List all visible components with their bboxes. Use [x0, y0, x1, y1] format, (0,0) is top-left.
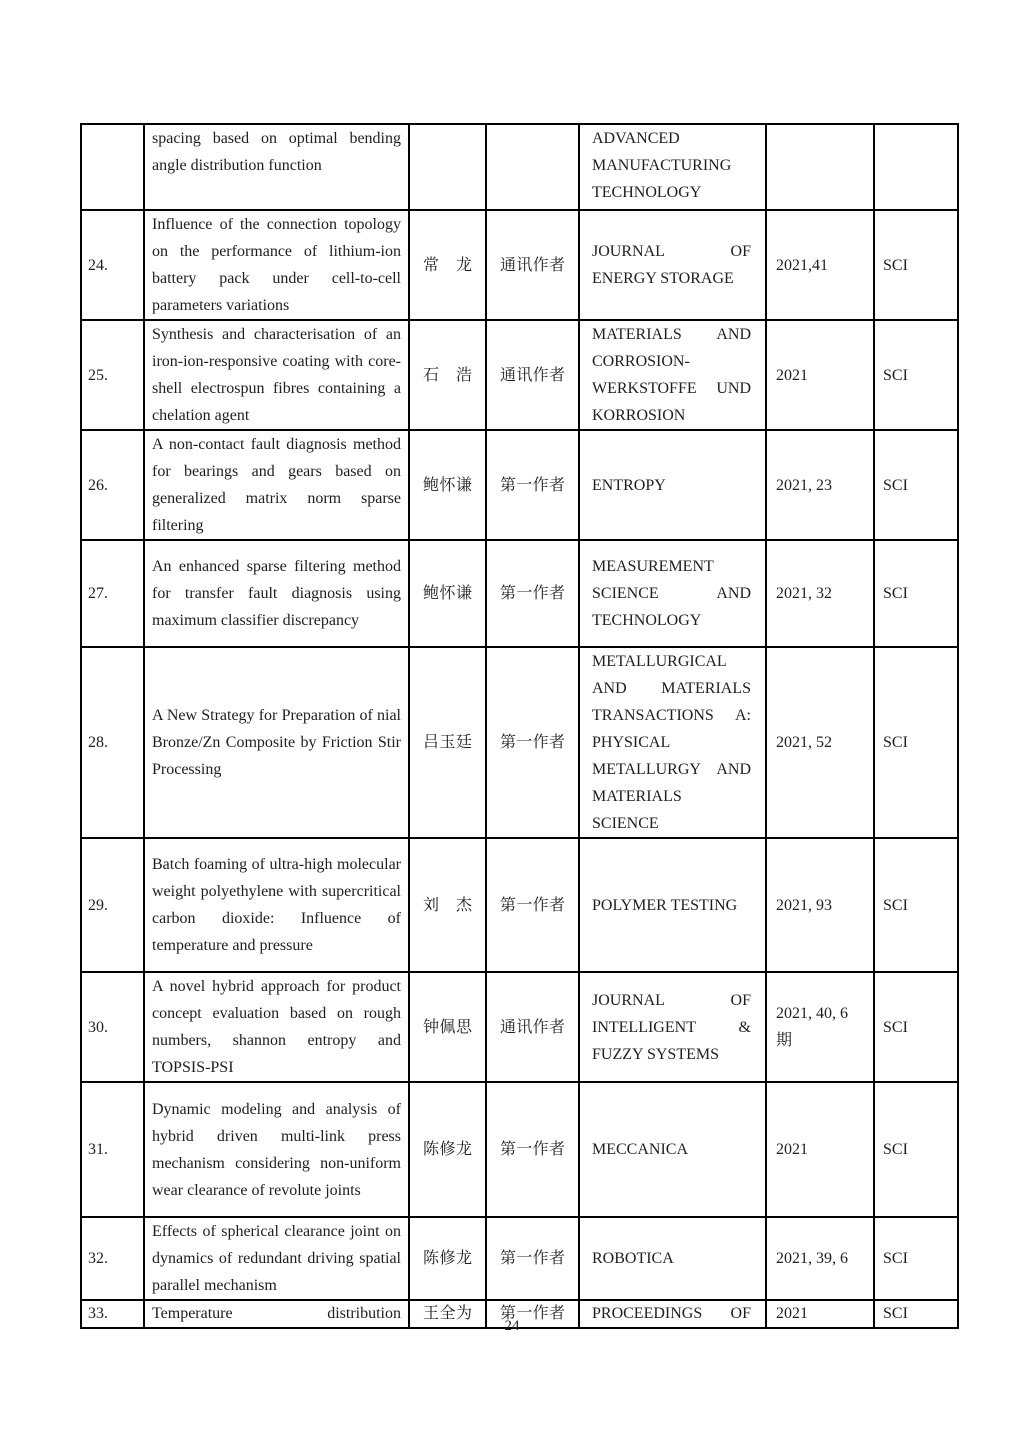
index-type: SCI	[874, 540, 958, 647]
journal-name: ADVANCED MANUFACTURING TECHNOLOGY	[579, 124, 766, 210]
paper-title: spacing based on optimal bending angle distribution function	[144, 124, 409, 210]
year-volume: 2021, 40, 6 期	[766, 972, 874, 1082]
journal-name: MATERIALS AND CORROSION-WERKSTOFFE UND KORROSION	[579, 320, 766, 430]
author-role: 第一作者	[486, 838, 579, 972]
paper-title: Temperature distribution	[144, 1300, 409, 1328]
table-row	[81, 430, 958, 540]
page-number: 24	[504, 1318, 520, 1334]
author-name: 鲍怀谦	[409, 430, 486, 540]
index-type	[874, 124, 958, 210]
table-row	[81, 1217, 958, 1300]
year-volume: 2021	[766, 320, 874, 430]
journal-name: MECCANICA	[579, 1082, 766, 1217]
index-type: SCI	[874, 320, 958, 430]
author-role: 第一作者	[486, 1300, 579, 1328]
author-role: 通讯作者	[486, 210, 579, 320]
journal-name: JOURNAL OF ENERGY STORAGE	[579, 210, 766, 320]
table-row	[81, 540, 958, 647]
index-type: SCI	[874, 972, 958, 1082]
year-volume: 2021, 39, 6	[766, 1217, 874, 1300]
paper-title: A New Strategy for Preparation of nial Bronze/Zn Composite by Friction Stir Processing	[144, 647, 409, 838]
row-number: 28.	[81, 647, 144, 838]
index-type: SCI	[874, 210, 958, 320]
journal-name: ENTROPY	[579, 430, 766, 540]
author-role: 通讯作者	[486, 972, 579, 1082]
row-number: 33.	[81, 1300, 144, 1328]
index-type: SCI	[874, 1300, 958, 1328]
year-volume: 2021	[766, 1082, 874, 1217]
author-name: 钟佩思	[409, 972, 486, 1082]
table-row	[81, 972, 958, 1082]
paper-title: An enhanced sparse filtering method for transfer fault diagnosis using maximum classifier discrepancy	[144, 540, 409, 647]
index-type: SCI	[874, 647, 958, 838]
author-name: 吕玉廷	[409, 647, 486, 838]
row-number: 30.	[81, 972, 144, 1082]
paper-title: Influence of the connection topology on the performance of lithium-ion battery pack under cell-to-cell parameters variations	[144, 210, 409, 320]
year-volume: 2021, 23	[766, 430, 874, 540]
paper-title: A non-contact fault diagnosis method for bearings and gears based on generalized matrix norm sparse filtering	[144, 430, 409, 540]
journal-name: JOURNAL OF INTELLIGENT & FUZZY SYSTEMS	[579, 972, 766, 1082]
year-volume: 2021	[766, 1300, 874, 1328]
table-row	[81, 647, 958, 838]
journal-name: METALLURGICAL AND MATERIALS TRANSACTIONS A: PHYSICAL METALLURGY AND MATERIALS SCIENCE	[579, 647, 766, 838]
author-role: 通讯作者	[486, 320, 579, 430]
table-row	[81, 210, 958, 320]
row-number: 32.	[81, 1217, 144, 1300]
journal-name: ROBOTICA	[579, 1217, 766, 1300]
author-name: 陈修龙	[409, 1082, 486, 1217]
journal-name: MEASUREMENT SCIENCE AND TECHNOLOGY	[579, 540, 766, 647]
table-row	[81, 124, 958, 210]
row-number: 26.	[81, 430, 144, 540]
author-name	[409, 124, 486, 210]
table-row	[81, 838, 958, 972]
table-row	[81, 320, 958, 430]
year-volume	[766, 124, 874, 210]
paper-title: Dynamic modeling and analysis of hybrid driven multi-link press mechanism considering non-uniform wear clearance of revolute joints	[144, 1082, 409, 1217]
row-number: 31.	[81, 1082, 144, 1217]
journal-name: PROCEEDINGS OF	[579, 1300, 766, 1328]
index-type: SCI	[874, 1217, 958, 1300]
author-role: 第一作者	[486, 1217, 579, 1300]
paper-title: Synthesis and characterisation of an iron-ion-responsive coating with core-shell electrospun fibres containing a chelation agent	[144, 320, 409, 430]
author-role: 第一作者	[486, 647, 579, 838]
year-volume: 2021, 93	[766, 838, 874, 972]
author-name: 鲍怀谦	[409, 540, 486, 647]
paper-title: A novel hybrid approach for product concept evaluation based on rough numbers, shannon entropy and TOPSIS-PSI	[144, 972, 409, 1082]
paper-title: Effects of spherical clearance joint on dynamics of redundant driving spatial parallel mechanism	[144, 1217, 409, 1300]
author-name: 陈修龙	[409, 1217, 486, 1300]
index-type: SCI	[874, 838, 958, 972]
row-number: 24.	[81, 210, 144, 320]
author-name: 王全为	[409, 1300, 486, 1328]
row-number	[81, 124, 144, 210]
author-role: 第一作者	[486, 430, 579, 540]
paper-title: Batch foaming of ultra-high molecular weight polyethylene with supercritical carbon dioxide: Influence of temperature and pressure	[144, 838, 409, 972]
row-number: 27.	[81, 540, 144, 647]
row-number: 25.	[81, 320, 144, 430]
year-volume: 2021, 32	[766, 540, 874, 647]
author-role: 第一作者	[486, 1082, 579, 1217]
author-role	[486, 124, 579, 210]
index-type: SCI	[874, 430, 958, 540]
author-name: 刘杰	[409, 838, 486, 972]
index-type: SCI	[874, 1082, 958, 1217]
publication-table	[80, 123, 959, 1329]
year-volume: 2021,41	[766, 210, 874, 320]
author-role: 第一作者	[486, 540, 579, 647]
author-name: 常龙	[409, 210, 486, 320]
year-volume: 2021, 52	[766, 647, 874, 838]
table-row	[81, 1082, 958, 1217]
journal-name: POLYMER TESTING	[579, 838, 766, 972]
row-number: 29.	[81, 838, 144, 972]
author-name: 石浩	[409, 320, 486, 430]
